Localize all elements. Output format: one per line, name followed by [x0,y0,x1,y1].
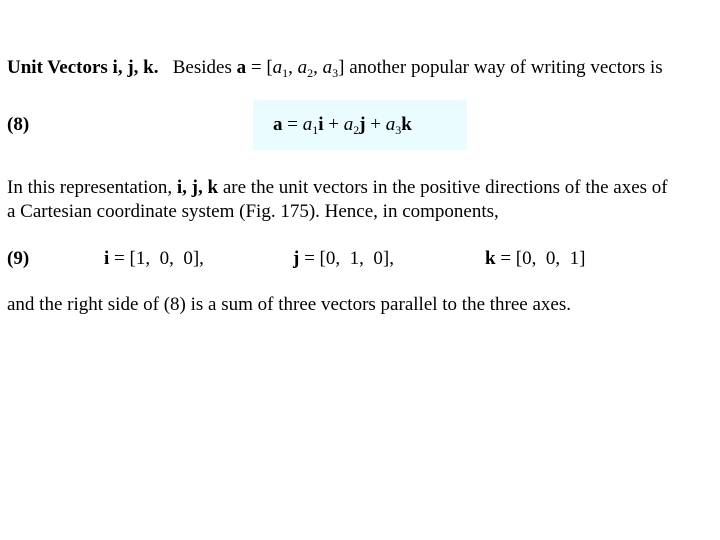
j-components: = [0, 1, 0], [304,248,394,269]
bracket-open: [ [266,57,273,78]
unit-vector-j: j [359,114,366,135]
conclusion-line: and the right side of (8) is a sum of three vectors parallel to the three axes. [7,294,571,315]
unit-vectors-ijk: i, j, k [176,177,219,198]
vector-a: a [273,114,283,135]
component-a1: a [302,114,313,135]
component-a2: a [343,114,354,135]
plus-sign: + [370,114,382,135]
component-a3: a [385,114,396,135]
equation-9-k [485,248,585,270]
subscript-2: 2 [353,123,360,137]
equals-sign: = [287,114,298,135]
equation-8-number: (8) [7,114,30,135]
subscript-3: 3 [395,123,402,137]
equation-8 [273,114,412,136]
intro-line [7,57,663,79]
unit-vector-i: i [318,114,324,135]
equation-9-i [104,248,204,270]
intro-besides: Besides [172,57,232,78]
representation-end: are the unit vectors in the positive directions of the axes of [222,177,668,198]
unit-vector-i: i [104,248,110,269]
subscript-2: 2 [307,66,314,80]
k-components: = [0, 0, 1] [500,248,586,269]
intro-rest: another popular way of writing vectors is [349,57,663,78]
subscript-3: 3 [332,66,339,80]
equation-9-j [293,248,394,270]
representation-line-1 [7,177,668,199]
unit-vector-k: k [401,114,412,135]
unit-vector-k: k [485,248,496,269]
comma: , [288,57,293,78]
vector-a: a [236,57,247,78]
component-a1: a [272,57,283,78]
representation-start: In this representation, [7,177,173,198]
section-heading: Unit Vectors i, j, k. [7,57,159,78]
subscript-1: 1 [312,123,319,137]
component-a3: a [322,57,333,78]
plus-sign: + [328,114,339,135]
comma: , [313,57,318,78]
subscript-1: 1 [282,66,289,80]
equation-9-number: (9) [7,248,30,269]
i-components: = [1, 0, 0], [114,248,204,269]
unit-vector-j: j [293,248,300,269]
representation-line-2: a Cartesian coordinate system (Fig. 175). Hence, in components, [7,201,499,222]
component-a2: a [297,57,308,78]
bracket-close: ] [338,57,345,78]
equation-8-box [253,100,467,150]
equals-sign: = [250,57,262,78]
